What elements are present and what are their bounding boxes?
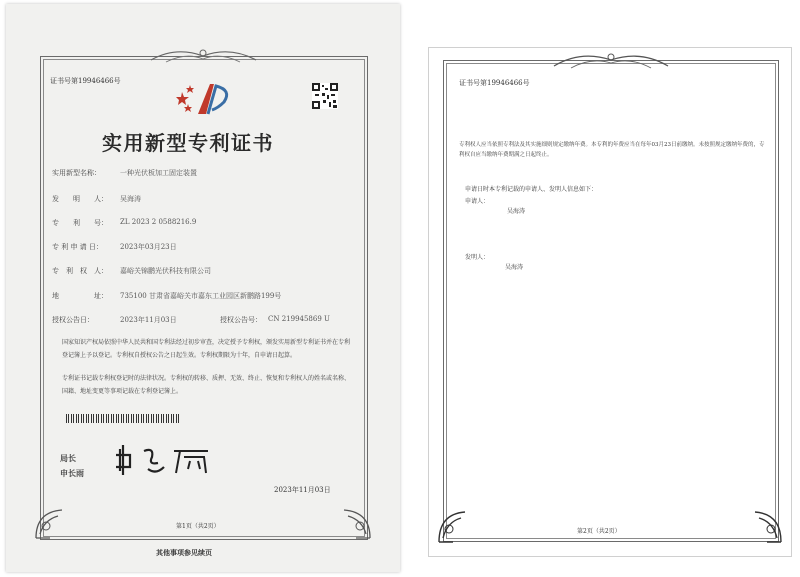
field-label: 专 利 权 人： [52, 267, 108, 275]
footer-note: 其他事项参见续页 [156, 548, 212, 557]
certificate-number: 证书号第19946466号 [459, 79, 530, 87]
certificate-page-1 [6, 4, 400, 572]
certificate-border-inner [446, 63, 776, 539]
patentee-address: 735100 甘肃省嘉峪关市嘉东工业园区新鹏路199号 [120, 292, 282, 300]
field-label: 实用新型名称： [52, 169, 101, 177]
corner-ornament-icon [749, 506, 785, 546]
director-signature [114, 441, 214, 479]
grant-number: CN 219945869 U [268, 315, 330, 323]
field-label: 发 明 人： [52, 195, 108, 203]
legal-status-statement: 专利证书记载专利权登记时的法律状况。专利权的转移、质押、无效、终止、恢复和专利权人的姓名或名称、国籍、地址变更等事项记载在专利登记簿上。 [62, 375, 351, 395]
applicant-label: 申请人： [465, 198, 490, 205]
top-ornament-icon [146, 44, 261, 66]
field-label: 授权公告号： [220, 316, 262, 324]
field-label: 专 利 申 请 日： [52, 243, 103, 251]
inventor-value: 吴海涛 [505, 264, 524, 271]
barcode [66, 414, 181, 423]
corner-ornament-icon [32, 504, 68, 542]
certificate-number: 证书号第19946466号 [50, 77, 121, 85]
sign-date: 2023年11月03日 [274, 486, 331, 494]
applicant-intro: 申请日时本专利记载的申请人、发明人信息如下： [465, 186, 598, 193]
applicant-value: 吴海涛 [507, 208, 526, 215]
application-date: 2023年03月23日 [120, 243, 177, 251]
page-number: 第2页（共2页） [577, 528, 621, 535]
certificate-title: 实用新型专利证书 [102, 131, 274, 155]
grant-statement: 国家知识产权局依照中华人民共和国专利法经过初步审查，决定授予专利权，颁发实用新型专利证书并在专利登记簿上予以登记。专利权自授权公告之日起生效。专利权期限为十年，自申请日起算。 [62, 339, 351, 359]
top-ornament-icon [549, 48, 673, 70]
annual-fee-statement: 专利权人应当依照专利法及其实施细则规定缴纳年费。本专利的年费应当在每年03月23日前缴纳。未按照规定缴纳年费的，专利权自应当缴纳年费期满之日起终止。 [459, 142, 765, 158]
patent-number: ZL 2023 2 0588216.9 [120, 218, 197, 226]
corner-ornament-icon [338, 504, 374, 542]
patent-office-logo-icon [176, 80, 236, 120]
inventor-name: 吴海涛 [120, 195, 141, 203]
corner-ornament-icon [435, 506, 471, 546]
field-label: 授权公告日： [52, 316, 94, 324]
qr-code-icon [312, 83, 338, 109]
grant-date: 2023年11月03日 [120, 316, 177, 324]
field-label: 地 址： [52, 292, 108, 300]
director-title: 局长 [60, 454, 76, 463]
utility-model-name: 一种光伏板加工固定装置 [120, 169, 197, 177]
page-number: 第1页（共2页） [176, 523, 220, 530]
patentee-name: 嘉峪关锦鹏光伏科技有限公司 [120, 267, 211, 275]
certificate-page-2 [428, 47, 792, 557]
field-label: 专 利 号： [52, 219, 108, 227]
inventor-label: 发明人： [465, 254, 490, 261]
director-name: 申长雨 [60, 469, 84, 478]
